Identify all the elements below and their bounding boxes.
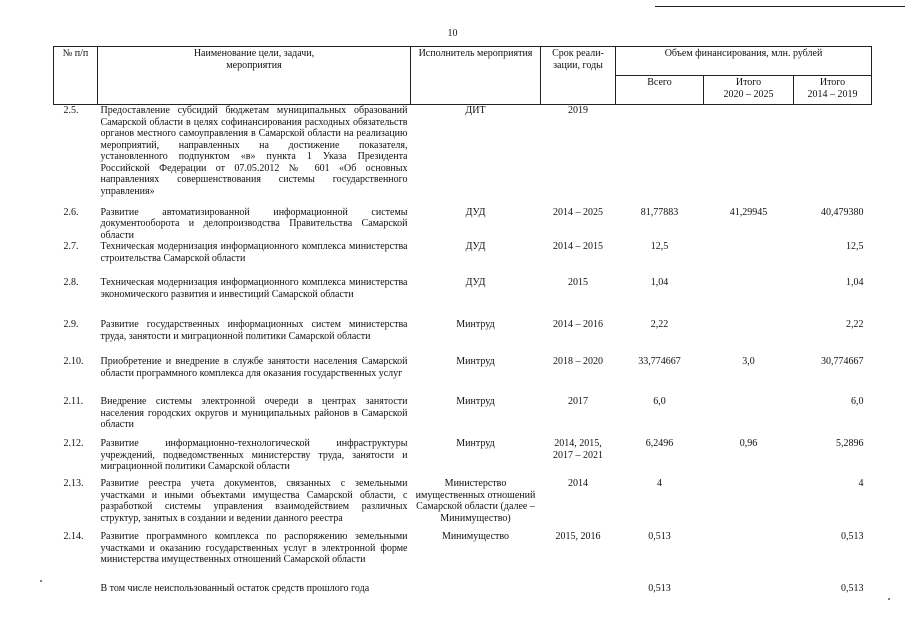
- row-period: 2018 – 2020: [553, 356, 603, 367]
- row-number: 2.10.: [63, 356, 84, 367]
- table-row: [54, 277, 872, 319]
- row-description: Внедрение системы электронной очереди в центрах занятости населения городских округов и муниципальных районов в Самарской области: [100, 396, 408, 430]
- row-description: В том числе неиспользованный остаток средств прошлого года: [100, 583, 370, 594]
- row-total-2014-2019: 5,2896: [836, 438, 864, 449]
- row-executor: Минтруд: [456, 396, 495, 407]
- row-total: 2,22: [650, 319, 669, 330]
- row-description: Техническая модернизация информационного комплекса министерства строительства Самарской области: [100, 241, 408, 264]
- row-total: 0,513: [648, 531, 671, 542]
- row-period: 2014 – 2015: [553, 241, 603, 252]
- row-description: Развитие реестра учета документов, связанных с земельными участками и иными объектами имущества Самарской области, с разработкой системы управления взаимодействием различных структур, занятых в создании и ведении данного реестра: [100, 478, 408, 524]
- row-description: Техническая модернизация информационного комплекса министерства экономического развития и инвестиций Самарской области: [100, 277, 408, 300]
- row-total: 33,774667: [638, 356, 681, 367]
- header-period-line1: Срок реали-: [552, 48, 604, 59]
- row-period: 2014 – 2025: [553, 206, 603, 218]
- header-funding: Объем финансирования, млн. рублей: [616, 47, 872, 76]
- header-2014-line2: 2014 – 2019: [807, 88, 858, 100]
- row-number: 2.6.: [63, 206, 79, 218]
- row-total-2020-2025: [704, 277, 794, 319]
- row-total-2014-2019: 4: [858, 478, 864, 489]
- header-period: [541, 47, 616, 105]
- row-executor: [411, 583, 541, 603]
- row-total: 4: [657, 478, 662, 489]
- row-total-2020-2025: 0,96: [739, 438, 758, 449]
- row-total: 6,2496: [645, 438, 674, 449]
- row-total: 81,77883: [640, 206, 679, 218]
- table-row: [54, 105, 872, 207]
- row-period: 2015, 2016: [555, 531, 601, 542]
- row-number: 2.14.: [63, 531, 84, 542]
- row-executor: ДИТ: [465, 105, 486, 116]
- row-executor: Минимущество: [441, 531, 510, 542]
- header-2020-line1: Итого: [735, 77, 762, 88]
- table-row: [54, 241, 872, 277]
- row-total-2014-2019: 40,479380: [821, 206, 864, 218]
- row-description: Предоставление субсидий бюджетам муниципальных образований Самарской области в целях софинансирования расходных обязательств органов местного самоуправления в Самарской области на реализацию мероприятий, направленных на достижение показателя, установленного подпунктом «в» пункта 1 Указа Президента Российской Федерации от 07.05.2012 № 601 «Об основных направлениях совершенствования системы государственного управления»: [100, 105, 408, 197]
- scan-speck: [888, 598, 890, 600]
- row-number: 2.7.: [63, 241, 79, 252]
- row-total-2014-2019: 0,513: [841, 583, 864, 594]
- row-number: 2.12.: [63, 438, 84, 449]
- row-total-2020-2025: 41,29945: [729, 206, 768, 218]
- row-total-2014-2019: 2,22: [846, 319, 864, 330]
- row-total: 6,0: [653, 396, 666, 407]
- row-period: 2015: [568, 277, 588, 288]
- row-total-2014-2019: 6,0: [851, 396, 864, 407]
- row-number: 2.13.: [63, 478, 84, 489]
- row-total-2014-2019: 0,513: [841, 531, 864, 542]
- row-total-2014-2019: 1,04: [846, 277, 864, 288]
- row-executor: Минтруд: [456, 319, 495, 330]
- row-total-2020-2025: [704, 241, 794, 277]
- row-executor: Минтруд: [456, 438, 495, 449]
- row-executor: ДУД: [465, 206, 486, 218]
- row-total: 0,513: [648, 583, 671, 594]
- top-rule: [655, 6, 905, 7]
- row-executor: ДУД: [465, 241, 486, 252]
- row-number: 2.11.: [63, 396, 84, 407]
- row-total-2020-2025: [704, 319, 794, 356]
- row-period: 2014: [568, 478, 588, 489]
- row-total: [616, 105, 704, 207]
- row-total-2014-2019: [794, 105, 872, 207]
- row-description: Развитие автоматизированной информационной системы документооборота и делопроизводства Правительства Самарской области: [100, 206, 408, 241]
- header-executor: Исполнитель мероприятия: [411, 47, 541, 105]
- row-total-2020-2025: 3,0: [742, 356, 755, 367]
- header-num: № п/п: [54, 47, 98, 105]
- row-number: 2.5.: [63, 105, 79, 116]
- row-total: 12,5: [650, 241, 669, 252]
- table-row: [54, 319, 872, 356]
- row-total-2020-2025: [704, 531, 794, 583]
- row-period: 2014, 2015, 2017 – 2021: [553, 438, 603, 461]
- row-period: 2017: [568, 396, 588, 407]
- row-total-2020-2025: [704, 583, 794, 603]
- scan-speck: [40, 580, 42, 582]
- header-total: Всего: [616, 76, 704, 105]
- row-total-2020-2025: [704, 105, 794, 207]
- row-period: 2019: [568, 105, 588, 116]
- row-total-2020-2025: [704, 478, 794, 531]
- row-number: [54, 583, 98, 603]
- row-period: 2014 – 2016: [553, 319, 603, 330]
- table-row: [54, 356, 872, 396]
- row-number: 2.9.: [63, 319, 79, 330]
- table-header: [54, 47, 872, 105]
- row-period: [541, 583, 616, 603]
- header-period-line2: зации, годы: [553, 59, 603, 71]
- page-number: 10: [447, 28, 458, 39]
- header-name-line2: мероприятия: [226, 59, 282, 71]
- row-total-2020-2025: [704, 396, 794, 438]
- row-executor: Минтруд: [456, 356, 495, 367]
- row-executor: Министерство имущественных отношений Самарской области (далее – Минимущество): [415, 478, 536, 524]
- header-name: [98, 47, 411, 105]
- header-name-line1: Наименование цели, задачи,: [193, 48, 315, 59]
- row-total-2014-2019: 12,5: [846, 241, 864, 252]
- table-row: [54, 438, 872, 478]
- header-2020-2025: [704, 76, 794, 105]
- header-2014-line1: Итого: [819, 77, 846, 88]
- table-row: [54, 207, 872, 242]
- row-executor: ДУД: [465, 277, 486, 288]
- table-row: [54, 396, 872, 438]
- funding-table: [53, 46, 872, 603]
- row-description: Развитие государственных информационных систем министерства труда, занятости и миграционной политики Самарской области: [100, 319, 408, 342]
- table-row: [54, 478, 872, 531]
- row-total: 1,04: [650, 277, 669, 288]
- table-body: [54, 105, 872, 604]
- header-2020-line2: 2020 – 2025: [723, 88, 774, 100]
- row-description: Развитие программного комплекса по распоряжению земельными участками и оказанию государственных услуг в электронной форме министерства имущественных отношений Самарской области: [100, 531, 408, 565]
- row-total-2014-2019: 30,774667: [821, 356, 864, 367]
- row-description: Приобретение и внедрение в службе занятости населения Самарской области программного комплекса для оказания государственных услуг: [100, 356, 408, 379]
- row-description: Развитие информационно-технологической инфраструктуры учреждений, подведомственных министерству труда, занятости и миграционной политики Самарской области: [100, 438, 408, 472]
- table-row: [54, 583, 872, 603]
- row-number: 2.8.: [63, 277, 79, 288]
- header-2014-2019: [794, 76, 872, 105]
- table-row: [54, 531, 872, 583]
